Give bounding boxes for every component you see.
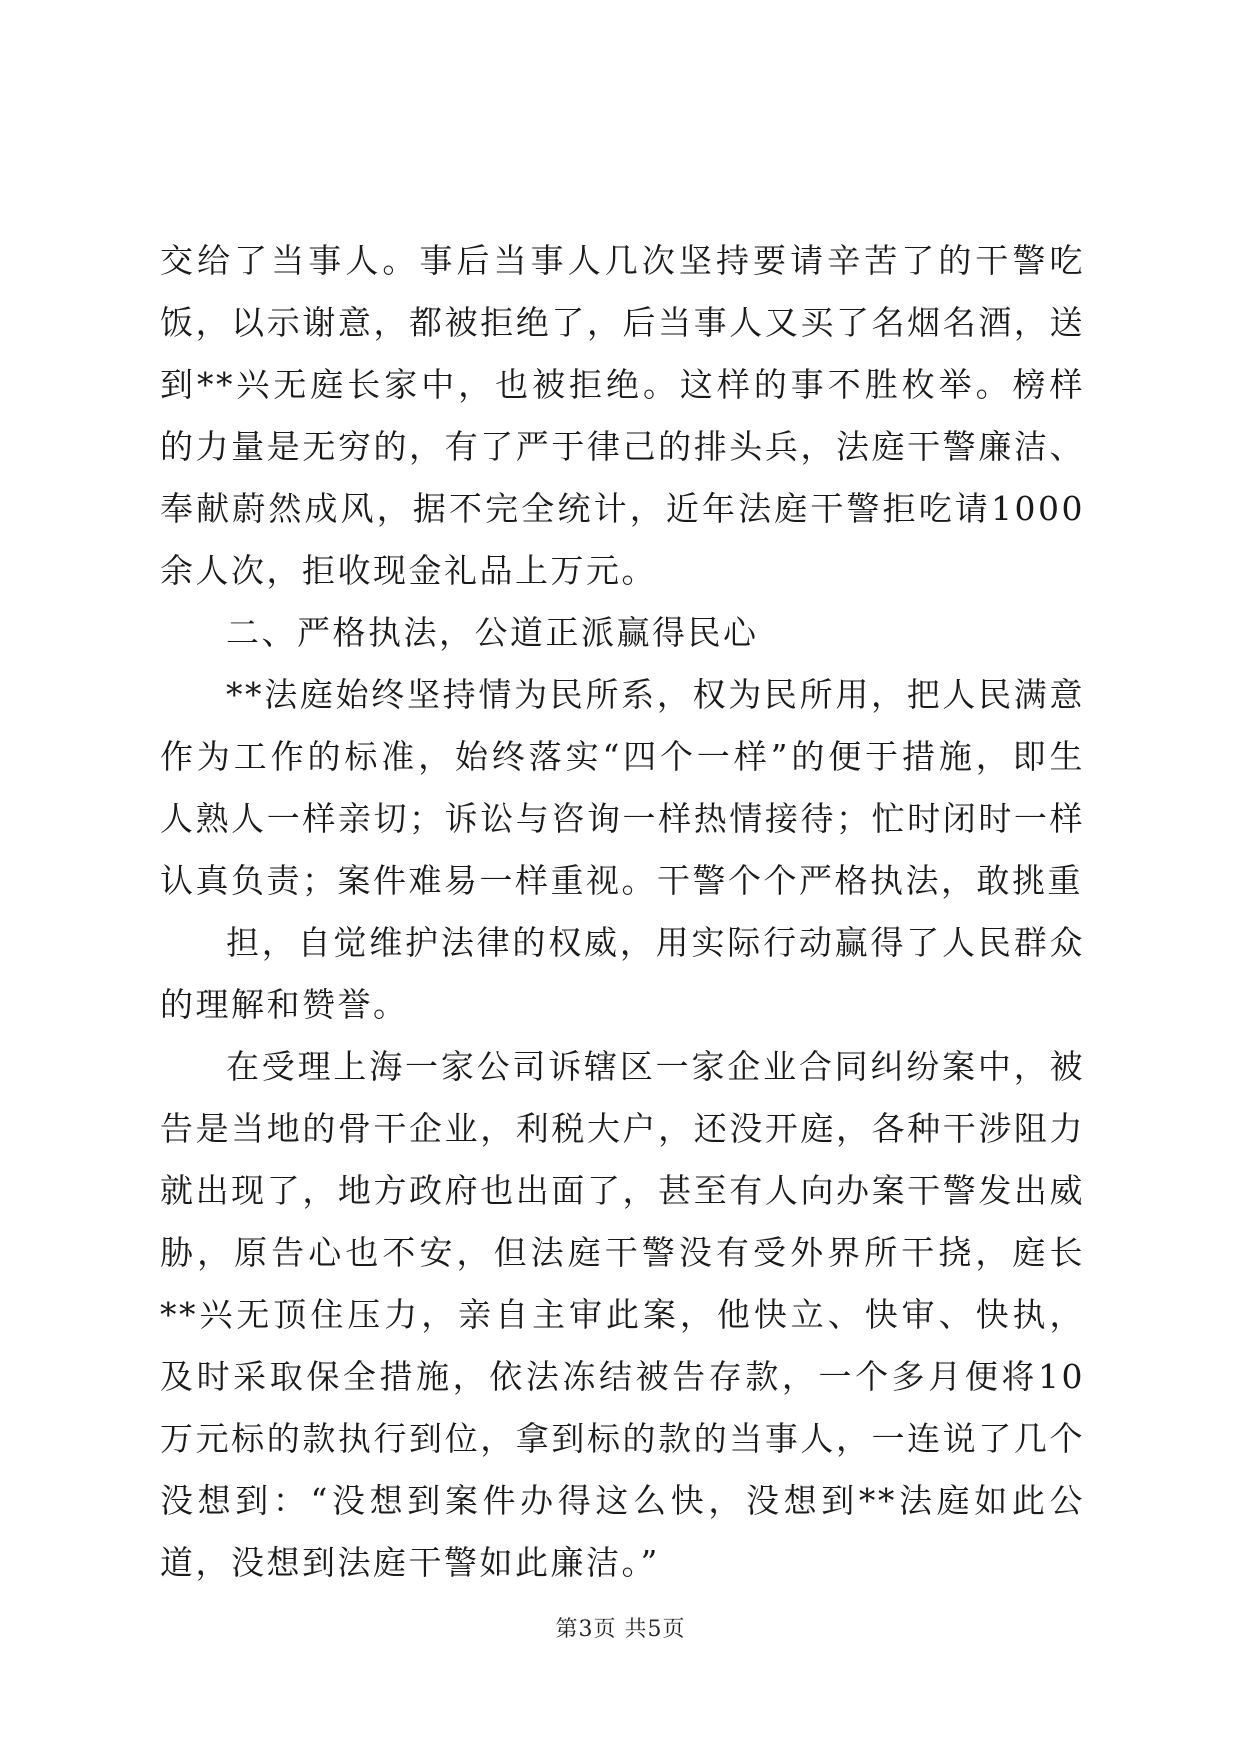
- paragraph-continuation: 交给了当事人。事后当事人几次坚持要请辛苦了的干警吃饭，以示谢意，都被拒绝了，后当事人又买了名烟名酒，送到**兴无庭长家中，也被拒绝。这样的事不胜枚举。榜样的力量是无穷的，有了严于律己的排头兵，法庭干警廉洁、奉献蔚然成风，据不完全统计，近年法庭干警拒吃请1000余人次，拒收现金礼品上万元。: [160, 241, 1085, 590]
- paragraph-public-praise: 担，自觉维护法律的权威，用实际行动赢得了人民群众的理解和赞誉。: [160, 923, 1085, 1024]
- document-body: [160, 230, 1085, 1594]
- page-number-footer: 第3页 共5页: [555, 1617, 686, 1642]
- section-heading: 二、严格执法，公道正派赢得民心: [226, 613, 759, 652]
- paragraph-court-principles: **法庭始终坚持情为民所系，权为民所用，把人民满意作为工作的标准，始终落实“四个一样”的便于措施，即生人熟人一样亲切；诉讼与咨询一样热情接待；忙时闭时一样认真负责；案件难易一样重视。干警个个严格执法，敢挑重: [160, 675, 1085, 900]
- paragraph-case-example: 在受理上海一家公司诉辖区一家企业合同纠纷案中，被告是当地的骨干企业，利税大户，还没开庭，各种干涉阻力就出现了，地方政府也出面了，甚至有人向办案干警发出威胁，原告心也不安，但法庭干警没有受外界所干挠，庭长**兴无顶住压力，亲自主审此案，他快立、快审、快执，及时采取保全措施，依法冻结被告存款，一个多月便将10万元标的款执行到位，拿到标的款的当事人，一连说了几个没想到：“没想到案件办得这么快，没想到**法庭如此公道，没想到法庭干警如此廉洁。”: [160, 1047, 1085, 1582]
